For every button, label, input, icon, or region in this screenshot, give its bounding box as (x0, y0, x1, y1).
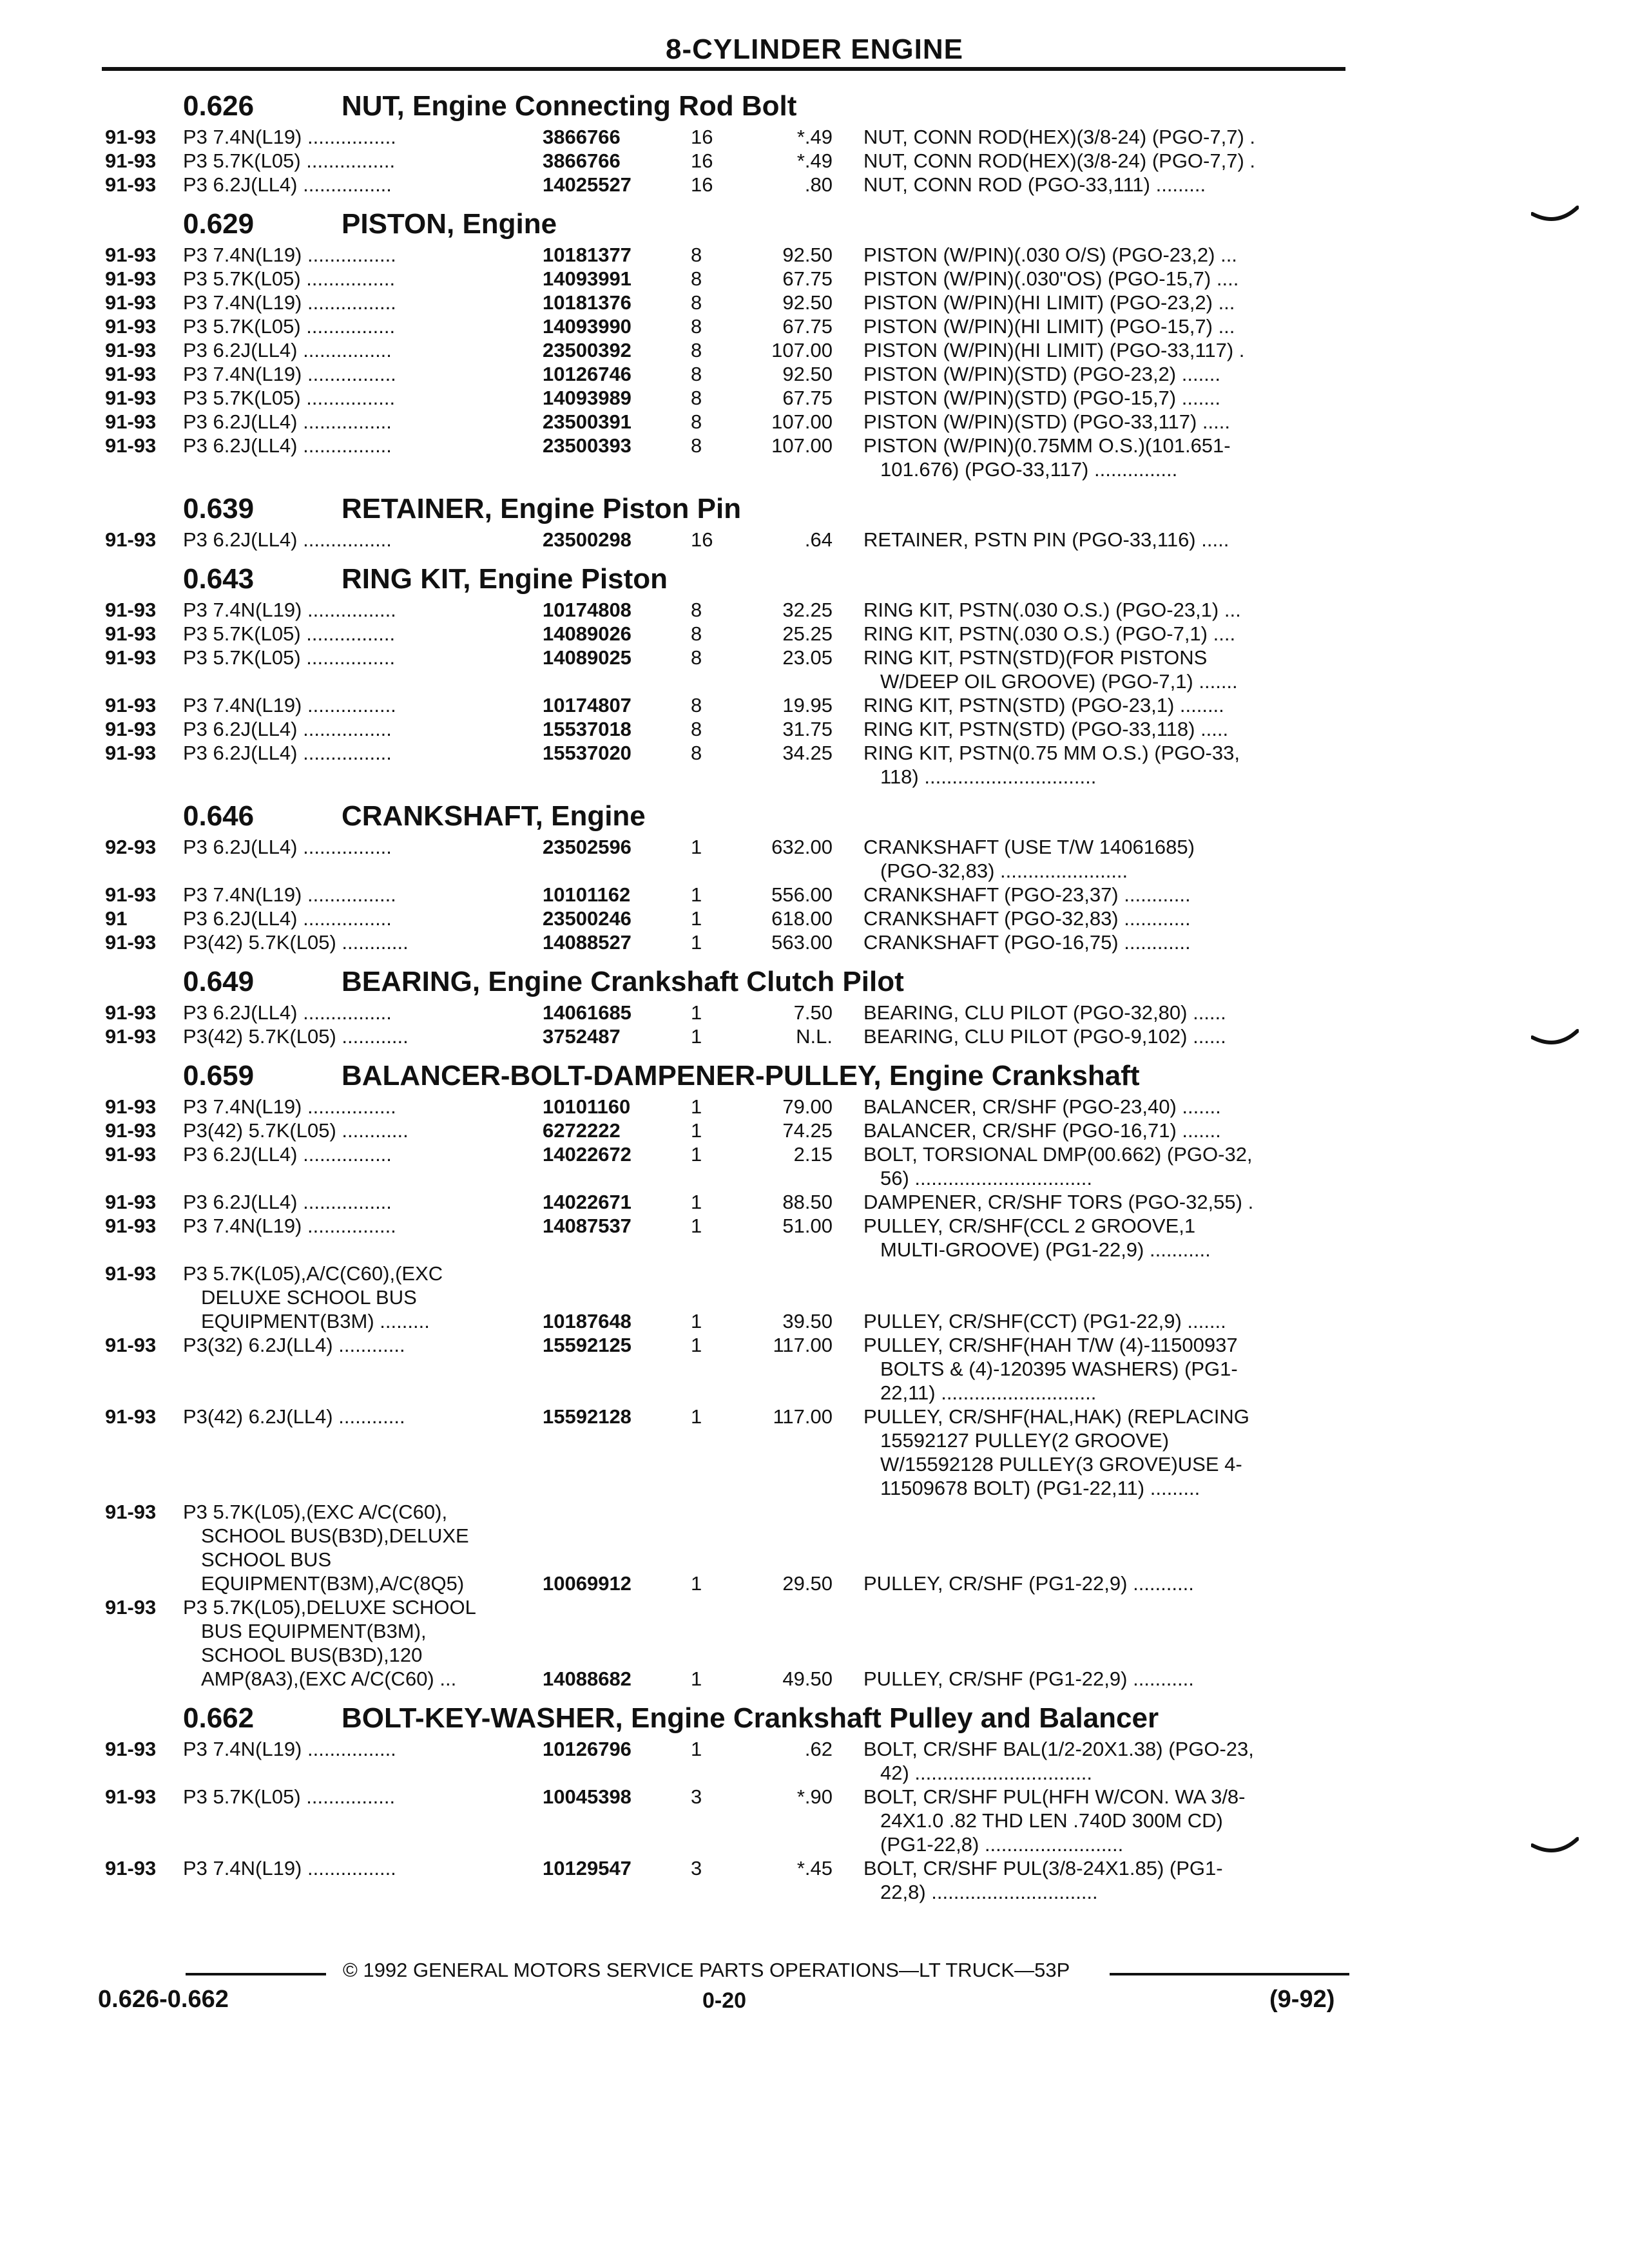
part-number: 14089025 (543, 646, 631, 669)
price: N.L. (796, 1025, 833, 1048)
application-text: P3 7.4N(L19) ................ (183, 1095, 396, 1118)
part-description: DAMPENER, CR/SHF TORS (PGO-32,55) . (863, 1191, 1254, 1213)
model-years: 91-93 (105, 1119, 157, 1142)
price: 92.50 (782, 291, 833, 314)
model-years: 91-93 (105, 1095, 157, 1118)
section-heading (183, 208, 1343, 247)
application-text: P3 7.4N(L19) ................ (183, 883, 396, 906)
quantity: 1 (691, 1310, 702, 1332)
part-description: 101.676) (PGO-33,117) ............... (880, 458, 1178, 481)
price: 19.95 (782, 694, 833, 716)
application-text: P3 5.7K(L05) ................ (183, 1785, 396, 1808)
application-text: P3 7.4N(L19) ................ (183, 1857, 396, 1879)
section-number: 0.626 (183, 90, 255, 122)
application-text: SCHOOL BUS(B3D),120 (201, 1644, 423, 1666)
price: 117.00 (773, 1405, 833, 1428)
model-years: 91-93 (105, 267, 157, 290)
price: .62 (804, 1738, 833, 1760)
part-description: 22,8) .............................. (880, 1881, 1098, 1903)
model-years: 91-93 (105, 883, 157, 906)
price: 29.50 (782, 1572, 833, 1595)
part-description: PULLEY, CR/SHF(CCT) (PG1-22,9) ....... (863, 1310, 1226, 1332)
model-years: 91-93 (105, 1215, 157, 1237)
part-description: CRANKSHAFT (PGO-32,83) ............ (863, 907, 1191, 930)
part-number: 10174807 (543, 694, 631, 716)
quantity: 8 (691, 315, 702, 338)
section-title: BALANCER-BOLT-DAMPENER-PULLEY, Engine Crankshaft (342, 1060, 1140, 1091)
application-text: P3 5.7K(L05) ................ (183, 646, 396, 669)
model-years: 91-93 (105, 1025, 157, 1048)
price: *.90 (796, 1785, 833, 1808)
application-text: P3 5.7K(L05) ................ (183, 387, 396, 409)
quantity: 16 (691, 173, 713, 196)
application-text: P3 7.4N(L19) ................ (183, 694, 396, 716)
part-description: PISTON (W/PIN)(STD) (PGO-33,117) ..... (863, 410, 1230, 433)
section-heading (183, 90, 1343, 129)
application-text: BUS EQUIPMENT(B3M), (201, 1620, 427, 1642)
model-years: 91-93 (105, 1501, 157, 1523)
application-text: P3 6.2J(LL4) ................ (183, 434, 392, 457)
part-description: RING KIT, PSTN(.030 O.S.) (PGO-23,1) ... (863, 599, 1241, 621)
part-number: 14088682 (543, 1667, 631, 1690)
price: 556.00 (771, 883, 833, 906)
application-text: DELUXE SCHOOL BUS (201, 1286, 417, 1309)
model-years: 91-93 (105, 742, 157, 764)
quantity: 8 (691, 339, 702, 361)
quantity: 1 (691, 931, 702, 954)
part-description: RING KIT, PSTN(STD) (PGO-33,118) ..... (863, 718, 1229, 740)
price: 49.50 (782, 1667, 833, 1690)
model-years: 91-93 (105, 173, 157, 196)
part-description: BOLT, TORSIONAL DMP(00.662) (PGO-32, (863, 1143, 1253, 1166)
part-number: 23502596 (543, 836, 631, 858)
quantity: 3 (691, 1857, 702, 1879)
part-number: 23500391 (543, 410, 631, 433)
part-description: 11509678 BOLT) (PG1-22,11) ......... (880, 1477, 1200, 1499)
part-description: RETAINER, PSTN PIN (PGO-33,116) ..... (863, 528, 1229, 551)
application-text: P3(42) 5.7K(L05) ............ (183, 931, 409, 954)
part-number: 14022671 (543, 1191, 631, 1213)
part-description: W/15592128 PULLEY(3 GROVE)USE 4- (880, 1453, 1242, 1475)
part-description: PULLEY, CR/SHF(HAL,HAK) (REPLACING (863, 1405, 1249, 1428)
model-years: 91-93 (105, 1001, 157, 1024)
price: 51.00 (782, 1215, 833, 1237)
price: 92.50 (782, 363, 833, 385)
part-number: 10069912 (543, 1572, 631, 1595)
part-number: 10129547 (543, 1857, 631, 1879)
part-number: 23500298 (543, 528, 631, 551)
footer-rule-right (1110, 1973, 1349, 1975)
model-years: 91-93 (105, 646, 157, 669)
model-years: 91-93 (105, 291, 157, 314)
application-text: P3 7.4N(L19) ................ (183, 599, 396, 621)
part-number: 10174808 (543, 599, 631, 621)
price: 7.50 (793, 1001, 833, 1024)
part-description: CRANKSHAFT (PGO-16,75) ............ (863, 931, 1191, 954)
price: *.49 (796, 126, 833, 148)
application-text: P3 6.2J(LL4) ................ (183, 1001, 392, 1024)
quantity: 8 (691, 363, 702, 385)
application-text: P3 7.4N(L19) ................ (183, 244, 396, 266)
application-text: P3 6.2J(LL4) ................ (183, 410, 392, 433)
application-text: SCHOOL BUS(B3D),DELUXE (201, 1524, 469, 1547)
model-years: 91-93 (105, 622, 157, 645)
price: *.45 (796, 1857, 833, 1879)
model-years: 91-93 (105, 387, 157, 409)
price: .64 (804, 528, 833, 551)
application-text: SCHOOL BUS (201, 1548, 332, 1571)
part-description: PISTON (W/PIN)(0.75MM O.S.)(101.651- (863, 434, 1231, 457)
price: 563.00 (771, 931, 833, 954)
model-years: 91-93 (105, 694, 157, 716)
model-years: 91-93 (105, 244, 157, 266)
part-number: 10126746 (543, 363, 631, 385)
pen-tick-mark (1531, 205, 1579, 227)
part-description: RING KIT, PSTN(STD)(FOR PISTONS (863, 646, 1208, 669)
part-description: 118) ............................... (880, 765, 1097, 788)
part-description: BEARING, CLU PILOT (PGO-32,80) ...... (863, 1001, 1226, 1024)
part-number: 15537018 (543, 718, 631, 740)
part-description: BOLT, CR/SHF PUL(3/8-24X1.85) (PG1- (863, 1857, 1223, 1879)
part-description: 24X1.0 .82 THD LEN .740D 300M CD) (880, 1809, 1223, 1832)
quantity: 8 (691, 694, 702, 716)
model-years: 91-93 (105, 1785, 157, 1808)
section-number: 0.643 (183, 563, 255, 595)
model-years: 91-93 (105, 718, 157, 740)
part-number: 3752487 (543, 1025, 621, 1048)
model-years: 91-93 (105, 1596, 157, 1619)
price: 79.00 (782, 1095, 833, 1118)
application-text: P3(42) 6.2J(LL4) ............ (183, 1405, 405, 1428)
part-description: 15592127 PULLEY(2 GROOVE) (880, 1429, 1170, 1452)
part-number: 10187648 (543, 1310, 631, 1332)
section-title: RING KIT, Engine Piston (342, 563, 668, 595)
part-description: PISTON (W/PIN)(.030"OS) (PGO-15,7) .... (863, 267, 1239, 290)
section-heading (183, 1060, 1343, 1099)
application-text: P3(42) 5.7K(L05) ............ (183, 1025, 409, 1048)
part-description: CRANKSHAFT (PGO-23,37) ............ (863, 883, 1191, 906)
section-heading (183, 493, 1343, 532)
application-text: P3 6.2J(LL4) ................ (183, 836, 392, 858)
part-number: 3866766 (543, 126, 621, 148)
footer-revision-date: (9-92) (1269, 1986, 1335, 2013)
quantity: 8 (691, 291, 702, 314)
quantity: 8 (691, 599, 702, 621)
part-number: 10101162 (543, 883, 631, 906)
quantity: 3 (691, 1785, 702, 1808)
part-number: 15592125 (543, 1334, 631, 1356)
part-number: 15537020 (543, 742, 631, 764)
model-years: 91-93 (105, 1143, 157, 1166)
part-description: BALANCER, CR/SHF (PGO-16,71) ....... (863, 1119, 1221, 1142)
price: 107.00 (771, 410, 833, 433)
price: .80 (804, 173, 833, 196)
quantity: 1 (691, 1001, 702, 1024)
section-heading (183, 966, 1343, 1004)
section-number: 0.646 (183, 800, 255, 832)
section-title: CRANKSHAFT, Engine (342, 800, 646, 832)
quantity: 1 (691, 907, 702, 930)
application-text: P3 7.4N(L19) ................ (183, 1215, 396, 1237)
application-text: EQUIPMENT(B3M),A/C(8Q5) (201, 1572, 465, 1595)
part-number: 10101160 (543, 1095, 631, 1118)
price: 632.00 (771, 836, 833, 858)
application-text: P3 6.2J(LL4) ................ (183, 1143, 392, 1166)
part-description: PISTON (W/PIN)(.030 O/S) (PGO-23,2) ... (863, 244, 1237, 266)
application-text: AMP(8A3),(EXC A/C(C60) ... (201, 1667, 457, 1690)
part-number: 14087537 (543, 1215, 631, 1237)
model-years: 91-93 (105, 599, 157, 621)
application-text: P3 6.2J(LL4) ................ (183, 718, 392, 740)
application-text: P3 5.7K(L05) ................ (183, 315, 396, 338)
part-description: BOLT, CR/SHF BAL(1/2-20X1.38) (PGO-23, (863, 1738, 1254, 1760)
model-years: 91-93 (105, 434, 157, 457)
price: 107.00 (771, 339, 833, 361)
quantity: 16 (691, 149, 713, 172)
part-description: BOLT, CR/SHF PUL(HFH W/CON. WA 3/8- (863, 1785, 1246, 1808)
quantity: 8 (691, 742, 702, 764)
section-title: BEARING, Engine Crankshaft Clutch Pilot (342, 966, 904, 997)
price: 25.25 (782, 622, 833, 645)
model-years: 91-93 (105, 1191, 157, 1213)
part-description: 56) ................................ (880, 1167, 1093, 1189)
page-header-title: 8-CYLINDER ENGINE (666, 34, 963, 65)
price: *.49 (796, 149, 833, 172)
quantity: 1 (691, 836, 702, 858)
part-number: 14022672 (543, 1143, 631, 1166)
quantity: 1 (691, 883, 702, 906)
part-description: 42) ................................ (880, 1762, 1093, 1784)
pen-tick-mark (1531, 1028, 1579, 1050)
application-text: P3 7.4N(L19) ................ (183, 291, 396, 314)
section-number: 0.662 (183, 1702, 255, 1734)
section-number: 0.649 (183, 966, 255, 997)
part-number: 14093991 (543, 267, 631, 290)
section-number: 0.659 (183, 1060, 255, 1091)
application-text: P3 5.7K(L05) ................ (183, 622, 396, 645)
model-years: 91-93 (105, 363, 157, 385)
part-number: 10126796 (543, 1738, 631, 1760)
quantity: 1 (691, 1119, 702, 1142)
header-rule (102, 67, 1345, 71)
part-description: PULLEY, CR/SHF(HAH T/W (4)-11500937 (863, 1334, 1238, 1356)
part-description: BEARING, CLU PILOT (PGO-9,102) ...... (863, 1025, 1226, 1048)
price: 88.50 (782, 1191, 833, 1213)
part-description: PISTON (W/PIN)(HI LIMIT) (PGO-23,2) ... (863, 291, 1235, 314)
price: 67.75 (782, 267, 833, 290)
model-years: 91-93 (105, 528, 157, 551)
model-years: 91-93 (105, 339, 157, 361)
application-text: P3(42) 5.7K(L05) ............ (183, 1119, 409, 1142)
pen-tick-mark (1531, 1836, 1579, 1858)
part-description: NUT, CONN ROD (PGO-33,111) ......... (863, 173, 1206, 196)
part-description: NUT, CONN ROD(HEX)(3/8-24) (PGO-7,7) . (863, 126, 1256, 148)
part-description: PISTON (W/PIN)(HI LIMIT) (PGO-33,117) . (863, 339, 1245, 361)
application-text: P3 7.4N(L19) ................ (183, 1738, 396, 1760)
quantity: 1 (691, 1143, 702, 1166)
part-description: MULTI-GROOVE) (PG1-22,9) ........... (880, 1238, 1211, 1261)
quantity: 16 (691, 528, 713, 551)
part-description: PISTON (W/PIN)(HI LIMIT) (PGO-15,7) ... (863, 315, 1235, 338)
part-description: PULLEY, CR/SHF (PG1-22,9) ........... (863, 1572, 1194, 1595)
footer-rule-left (186, 1973, 326, 1975)
quantity: 8 (691, 646, 702, 669)
price: 31.75 (782, 718, 833, 740)
application-text: P3 6.2J(LL4) ................ (183, 907, 392, 930)
section-title: RETAINER, Engine Piston Pin (342, 493, 742, 524)
application-text: P3 6.2J(LL4) ................ (183, 1191, 392, 1213)
price: 117.00 (773, 1334, 833, 1356)
model-years: 91 (105, 907, 128, 930)
model-years: 91-93 (105, 315, 157, 338)
part-number: 14089026 (543, 622, 631, 645)
application-text: P3 7.4N(L19) ................ (183, 126, 396, 148)
model-years: 91-93 (105, 931, 157, 954)
section-heading (183, 563, 1343, 602)
quantity: 8 (691, 244, 702, 266)
price: 2.15 (793, 1143, 833, 1166)
part-description: PULLEY, CR/SHF (PG1-22,9) ........... (863, 1667, 1194, 1690)
quantity: 1 (691, 1215, 702, 1237)
section-heading (183, 800, 1343, 839)
price: 23.05 (782, 646, 833, 669)
price: 74.25 (782, 1119, 833, 1142)
application-text: P3 5.7K(L05),(EXC A/C(C60), (183, 1501, 448, 1523)
model-years: 91-93 (105, 126, 157, 148)
part-description: W/DEEP OIL GROOVE) (PGO-7,1) ....... (880, 670, 1238, 693)
part-number: 15592128 (543, 1405, 631, 1428)
application-text: P3 7.4N(L19) ................ (183, 363, 396, 385)
part-description: 22,11) ............................ (880, 1381, 1097, 1404)
application-text: P3 6.2J(LL4) ................ (183, 173, 392, 196)
quantity: 1 (691, 1191, 702, 1213)
part-description: BALANCER, CR/SHF (PGO-23,40) ....... (863, 1095, 1221, 1118)
application-text: P3 5.7K(L05) ................ (183, 149, 396, 172)
quantity: 1 (691, 1405, 702, 1428)
quantity: 1 (691, 1025, 702, 1048)
part-number: 10181376 (543, 291, 631, 314)
quantity: 1 (691, 1667, 702, 1690)
section-heading (183, 1702, 1343, 1741)
part-number: 23500246 (543, 907, 631, 930)
application-text: EQUIPMENT(B3M) ......... (201, 1310, 430, 1332)
price: 34.25 (782, 742, 833, 764)
price: 618.00 (771, 907, 833, 930)
price: 67.75 (782, 315, 833, 338)
section-title: BOLT-KEY-WASHER, Engine Crankshaft Pulley and Balancer (342, 1702, 1159, 1734)
part-description: CRANKSHAFT (USE T/W 14061685) (863, 836, 1195, 858)
quantity: 8 (691, 387, 702, 409)
price: 32.25 (782, 599, 833, 621)
quantity: 1 (691, 1572, 702, 1595)
part-description: PISTON (W/PIN)(STD) (PGO-23,2) ....... (863, 363, 1221, 385)
price: 67.75 (782, 387, 833, 409)
application-text: P3 6.2J(LL4) ................ (183, 742, 392, 764)
model-years: 91-93 (105, 149, 157, 172)
part-description: (PG1-22,8) ......................... (880, 1833, 1124, 1856)
part-number: 14093990 (543, 315, 631, 338)
part-number: 10045398 (543, 1785, 631, 1808)
model-years: 91-93 (105, 1738, 157, 1760)
model-years: 91-93 (105, 1262, 157, 1285)
part-description: RING KIT, PSTN(0.75 MM O.S.) (PGO-33, (863, 742, 1240, 764)
quantity: 1 (691, 1095, 702, 1118)
part-description: (PGO-32,83) ....................... (880, 860, 1128, 882)
part-description: RING KIT, PSTN(.030 O.S.) (PGO-7,1) .... (863, 622, 1236, 645)
part-description: PISTON (W/PIN)(STD) (PGO-15,7) ....... (863, 387, 1221, 409)
application-text: P3 5.7K(L05),A/C(C60),(EXC (183, 1262, 443, 1285)
model-years: 91-93 (105, 1334, 157, 1356)
part-description: PULLEY, CR/SHF(CCL 2 GROOVE,1 (863, 1215, 1196, 1237)
section-title: NUT, Engine Connecting Rod Bolt (342, 90, 797, 122)
part-number: 14061685 (543, 1001, 631, 1024)
price: 39.50 (782, 1310, 833, 1332)
footer-copyright: © 1992 GENERAL MOTORS SERVICE PARTS OPERATIONS—LT TRUCK—53P (343, 1959, 1070, 1981)
part-number: 3866766 (543, 149, 621, 172)
part-number: 23500393 (543, 434, 631, 457)
price: 107.00 (771, 434, 833, 457)
model-years: 92-93 (105, 836, 157, 858)
quantity: 8 (691, 434, 702, 457)
model-years: 91-93 (105, 1405, 157, 1428)
part-number: 10181377 (543, 244, 631, 266)
footer-group-range: 0.626-0.662 (98, 1986, 229, 2013)
application-text: P3 5.7K(L05),DELUXE SCHOOL (183, 1596, 476, 1619)
quantity: 1 (691, 1738, 702, 1760)
part-number: 14088527 (543, 931, 631, 954)
application-text: P3 6.2J(LL4) ................ (183, 339, 392, 361)
application-text: P3 6.2J(LL4) ................ (183, 528, 392, 551)
part-description: RING KIT, PSTN(STD) (PGO-23,1) ........ (863, 694, 1224, 716)
quantity: 8 (691, 718, 702, 740)
section-title: PISTON, Engine (342, 208, 557, 240)
section-number: 0.629 (183, 208, 255, 240)
part-number: 14025527 (543, 173, 631, 196)
application-text: P3 5.7K(L05) ................ (183, 267, 396, 290)
part-description: NUT, CONN ROD(HEX)(3/8-24) (PGO-7,7) . (863, 149, 1256, 172)
quantity: 8 (691, 267, 702, 290)
part-description: BOLTS & (4)-120395 WASHERS) (PG1- (880, 1358, 1238, 1380)
part-number: 6272222 (543, 1119, 621, 1142)
quantity: 8 (691, 410, 702, 433)
model-years: 91-93 (105, 410, 157, 433)
footer-page-number: 0-20 (702, 1988, 747, 2013)
application-text: P3(32) 6.2J(LL4) ............ (183, 1334, 405, 1356)
quantity: 8 (691, 622, 702, 645)
price: 92.50 (782, 244, 833, 266)
model-years: 91-93 (105, 1857, 157, 1879)
part-number: 14093989 (543, 387, 631, 409)
quantity: 1 (691, 1334, 702, 1356)
quantity: 16 (691, 126, 713, 148)
part-number: 23500392 (543, 339, 631, 361)
section-number: 0.639 (183, 493, 255, 524)
